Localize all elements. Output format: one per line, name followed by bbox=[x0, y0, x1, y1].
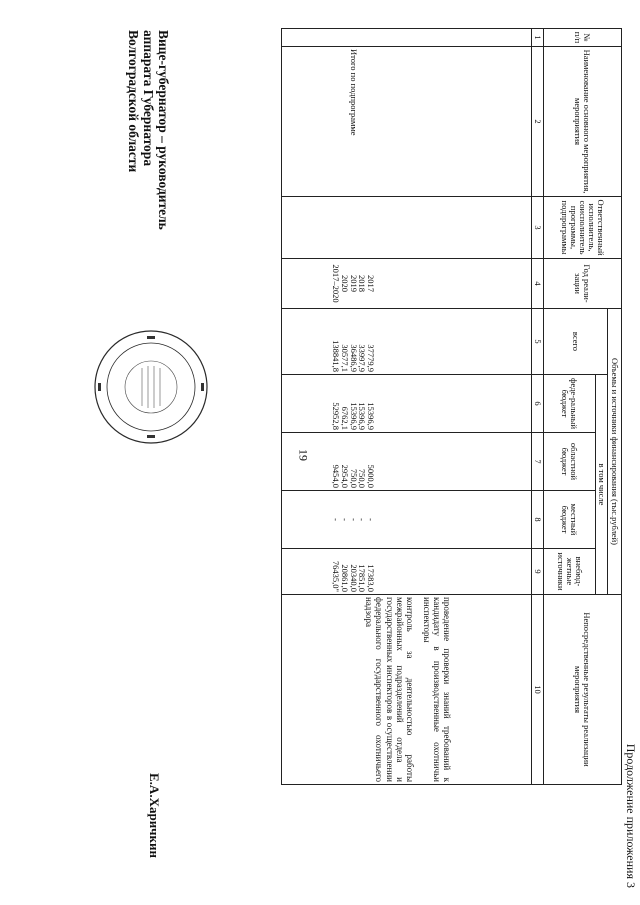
col-number: 9 bbox=[532, 549, 544, 595]
header-name: Наименование основного мероприятия, мероприятия bbox=[544, 47, 622, 197]
table-row bbox=[282, 29, 532, 785]
col-number: 3 bbox=[532, 197, 544, 259]
header-local: местный бюджет bbox=[544, 491, 596, 549]
col-number: 2 bbox=[532, 47, 544, 197]
column-numbers-row bbox=[532, 29, 544, 785]
col-number: 6 bbox=[532, 375, 544, 433]
header-in-that: в том числе bbox=[596, 375, 608, 595]
header-funding: Объемы и источники финансирования (тыс.рублей) bbox=[608, 309, 622, 595]
result-item: проведение проверки знаний требований к кандидату в производственные охотничьи инспекторы bbox=[421, 597, 453, 782]
federal-cell: 15396,9 15396,9 15396,9 6762,1 52952,8 bbox=[282, 375, 532, 433]
col-number: 5 bbox=[532, 309, 544, 375]
header-extra: внебюд-жетные источники bbox=[544, 549, 596, 595]
local-cell: - - - - - bbox=[282, 491, 532, 549]
total-cell: 37779,9 33997,9 36486,9 30577,1 138841,8 bbox=[282, 309, 532, 375]
page-number: 19 bbox=[296, 449, 311, 461]
continuation-label: Продолжение приложения 3 bbox=[624, 743, 638, 888]
official-seal-icon bbox=[92, 328, 210, 446]
header-total: всего bbox=[544, 309, 608, 375]
signature-title: Вице-губернатор – руководитель аппарата Губернатора Волгоградской области bbox=[126, 30, 171, 230]
regional-cell: 5000,0 750,0 750,0 2954,0 9454,0 bbox=[282, 433, 532, 491]
result-item: контроль за деятельностью работы межрайонных подразделений отдела и государственных инспекторов в осуществлении федерального государственного охотничьего надзора bbox=[364, 597, 416, 782]
header-regional: областной бюджет bbox=[544, 433, 596, 491]
subtotal-label: Итого по подпрограмме bbox=[282, 47, 532, 197]
col-number: 8 bbox=[532, 491, 544, 549]
year-cell: 2017 2018 2019 2020 2017–2020 bbox=[282, 259, 532, 309]
signatory-name: Е.А.Харичкин bbox=[147, 773, 162, 858]
header-no: № п/п bbox=[544, 29, 622, 47]
extra-cell: 17383,0 17851,0 20340,0 20861,0 76435,0" bbox=[282, 549, 532, 595]
results-cell bbox=[282, 595, 532, 785]
document-sheet bbox=[80, 28, 640, 888]
header-federal: феде-ральный бюджет bbox=[544, 375, 596, 433]
col-number: 1 bbox=[532, 29, 544, 47]
header-year: Год реали-зации bbox=[544, 259, 622, 309]
header-results: Непосредственные результаты реализации мероприятия bbox=[544, 595, 622, 785]
header-responsible: Ответственный исполнитель, соисполнитель программы, подпрограммы bbox=[544, 197, 622, 259]
col-number: 4 bbox=[532, 259, 544, 309]
col-number: 10 bbox=[532, 595, 544, 785]
funding-table bbox=[281, 28, 622, 785]
col-number: 7 bbox=[532, 433, 544, 491]
